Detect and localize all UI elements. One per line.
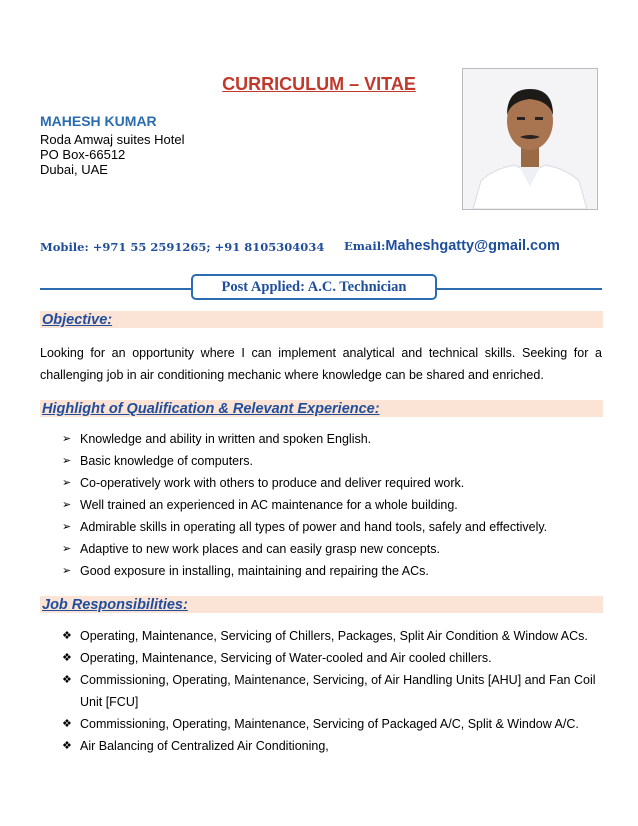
list-item: ➢ Good exposure in installing, maintaining and repairing the ACs. <box>62 560 607 582</box>
objective-text: Looking for an opportunity where I can implement analytical and technical skills. Seeking for a challenging job in air conditioning mechanic where knowledge can be shared and enriched. <box>40 346 602 382</box>
candidate-name: MAHESH KUMAR <box>40 113 157 129</box>
arrowhead-bullet-icon: ➢ <box>62 543 72 555</box>
list-item: ➢ Knowledge and ability in written and spoken English. <box>62 428 607 450</box>
objective-heading-band <box>40 311 603 328</box>
list-item: ➢ Basic knowledge of computers. <box>62 450 607 472</box>
list-item: ➢ Adaptive to new work places and can easily grasp new concepts. <box>62 538 607 560</box>
list-item: ❖ Commissioning, Operating, Maintenance, Servicing, of Air Handling Units [AHU] and Fan Coil Unit [FCU] <box>62 669 607 713</box>
four-diamond-bullet-icon: ❖ <box>62 718 72 730</box>
arrowhead-bullet-icon: ➢ <box>62 433 72 445</box>
four-diamond-bullet-icon: ❖ <box>62 652 72 664</box>
list-item: ❖ Commissioning, Operating, Maintenance, Servicing of Packaged A/C, Split & Window A/C. <box>62 713 607 735</box>
highlights-heading: Highlight of Qualification & Relevant Experience: <box>42 401 380 417</box>
highlights-list <box>62 428 607 582</box>
arrowhead-bullet-icon: ➢ <box>62 477 72 489</box>
arrowhead-bullet-icon: ➢ <box>62 499 72 511</box>
divider-left <box>40 288 192 290</box>
email-block <box>344 238 560 254</box>
cv-title: CURRICULUM – VITAE <box>222 74 416 94</box>
email-value: Maheshgatty@gmail.com <box>385 238 560 254</box>
list-item: ❖ Air Balancing of Centralized Air Conditioning, <box>62 735 607 757</box>
profile-photo <box>462 68 598 210</box>
responsibilities-heading-band <box>40 596 603 613</box>
list-item: ➢ Admirable skills in operating all types of power and hand tools, safely and effectively. <box>62 516 607 538</box>
address-line-1: Roda Amwaj suites Hotel <box>40 132 185 147</box>
arrowhead-bullet-icon: ➢ <box>62 521 72 533</box>
address-line-2: PO Box-66512 <box>40 147 126 162</box>
four-diamond-bullet-icon: ❖ <box>62 674 72 686</box>
responsibilities-list <box>62 625 607 757</box>
responsibilities-heading: Job Responsibilities: <box>42 597 188 613</box>
list-item: ❖ Operating, Maintenance, Servicing of Water-cooled and Air cooled chillers. <box>62 647 607 669</box>
list-item: ➢ Co-operatively work with others to produce and deliver required work. <box>62 472 607 494</box>
list-item: ➢ Well trained an experienced in AC maintenance for a whole building. <box>62 494 607 516</box>
post-applied-box: Post Applied: A.C. Technician <box>191 274 437 300</box>
highlights-heading-band <box>40 400 603 417</box>
objective-heading: Objective: <box>42 312 113 328</box>
address-line-3: Dubai, UAE <box>40 162 108 177</box>
mobile-numbers: Mobile: +971 55 2591265; +91 8105304034 <box>40 240 325 254</box>
four-diamond-bullet-icon: ❖ <box>62 740 72 752</box>
email-label: Email: <box>344 239 386 253</box>
divider-right <box>436 288 602 290</box>
four-diamond-bullet-icon: ❖ <box>62 630 72 642</box>
arrowhead-bullet-icon: ➢ <box>62 565 72 577</box>
list-item: ❖ Operating, Maintenance, Servicing of Chillers, Packages, Split Air Condition & Window ACs. <box>62 625 607 647</box>
arrowhead-bullet-icon: ➢ <box>62 455 72 467</box>
